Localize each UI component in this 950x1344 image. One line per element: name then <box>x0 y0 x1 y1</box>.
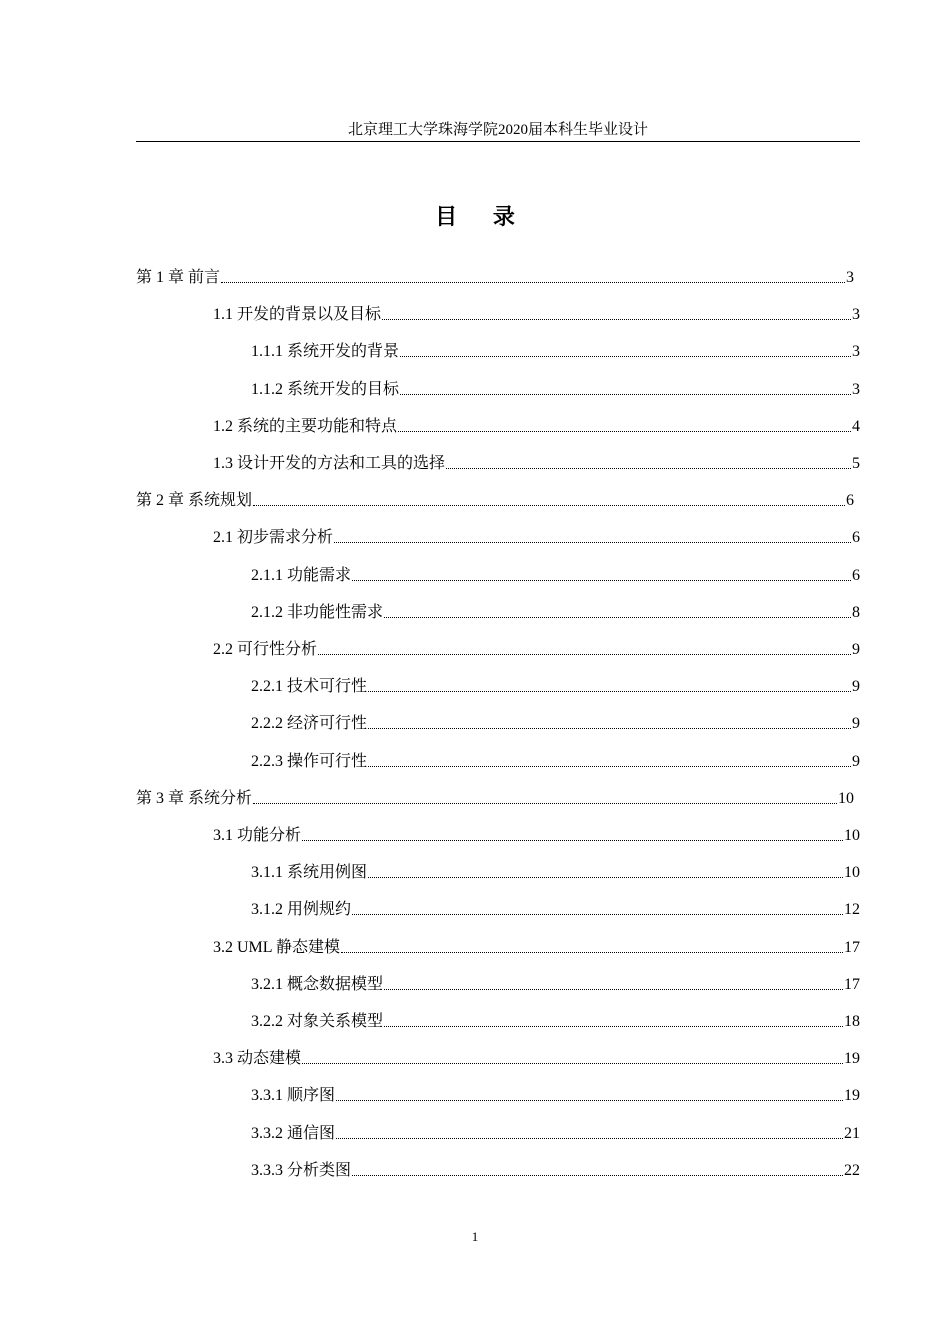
toc-entry-label: 1.3 设计开发的方法和工具的选择 <box>213 455 446 472</box>
toc-entry[interactable] <box>251 1157 860 1181</box>
toc-entry-page: 5 <box>852 455 860 472</box>
toc-entry-label: 3.3.3 分析类图 <box>251 1161 352 1179</box>
toc-entry-label: 1.1 开发的背景以及目标 <box>213 306 382 324</box>
toc-entry[interactable] <box>213 301 860 325</box>
toc-entry-label: 2.1.2 非功能性需求 <box>251 603 384 621</box>
toc-entry-page: 3 <box>852 343 860 361</box>
toc-entry-label: 1.1.2 系统开发的目标 <box>251 380 400 398</box>
toc-entry-page: 19 <box>844 1087 860 1105</box>
toc-entry-label: 2.1 初步需求分析 <box>213 529 334 547</box>
toc-entry[interactable] <box>213 636 860 660</box>
toc-leader-dots <box>352 580 851 581</box>
toc-entry-label: 第 1 章 前言 <box>136 269 221 286</box>
toc-entry-page: 9 <box>852 752 860 770</box>
toc-leader-dots <box>368 766 851 767</box>
toc-entry-page: 6 <box>852 566 860 584</box>
toc-entry-label: 3.3.2 通信图 <box>251 1124 336 1142</box>
toc-entry-label: 1.2 系统的主要功能和特点 <box>213 417 398 435</box>
toc-entry[interactable] <box>213 1045 860 1069</box>
page-number: 1 <box>471 1229 479 1244</box>
toc-entry[interactable] <box>251 896 860 920</box>
toc-leader-dots <box>382 319 851 320</box>
toc-entry-label: 3.2 UML 静态建模 <box>213 938 340 956</box>
toc-leader-dots <box>384 989 843 990</box>
toc-entry-page: 8 <box>852 603 860 621</box>
toc-leader-dots <box>253 505 845 506</box>
toc-entry-label: 2.2.3 操作可行性 <box>251 752 368 770</box>
toc-entry-page: 6 <box>852 529 860 547</box>
toc-entry[interactable] <box>251 562 860 586</box>
toc-entry[interactable] <box>251 1008 860 1032</box>
toc-leader-dots <box>302 840 843 841</box>
toc-entry[interactable] <box>136 487 854 511</box>
toc-entry-page: 6 <box>846 492 854 510</box>
toc-entry-page: 9 <box>852 678 860 696</box>
toc-entry-page: 21 <box>844 1124 860 1142</box>
toc-leader-dots <box>302 1063 843 1064</box>
toc-entry[interactable] <box>213 413 860 437</box>
toc-entry-label: 3.1 功能分析 <box>213 827 302 844</box>
toc-entry-page: 9 <box>852 641 860 658</box>
toc-entry-label: 3.2.2 对象关系模型 <box>251 1013 384 1030</box>
toc-entry-page: 3 <box>846 269 854 286</box>
toc-entry-label: 1.1.1 系统开发的背景 <box>251 343 400 361</box>
toc-leader-dots <box>341 952 843 953</box>
toc-leader-dots <box>221 282 845 283</box>
toc-entry-label: 2.1.1 功能需求 <box>251 566 352 584</box>
toc-leader-dots <box>368 691 851 692</box>
toc-entry[interactable] <box>251 710 860 734</box>
toc-entry[interactable] <box>213 450 860 474</box>
header-rule <box>136 141 860 142</box>
toc-entry[interactable] <box>213 524 860 548</box>
toc-entry-page: 22 <box>844 1161 860 1179</box>
toc-entry[interactable] <box>251 1120 860 1144</box>
toc-leader-dots <box>253 803 837 804</box>
toc-leader-dots <box>368 728 851 729</box>
toc-leader-dots <box>336 1138 843 1139</box>
toc-leader-dots <box>352 914 843 915</box>
toc-entry-label: 3.1.1 系统用例图 <box>251 864 368 882</box>
toc-leader-dots <box>384 1026 843 1027</box>
toc-leader-dots <box>446 468 851 469</box>
toc-leader-dots <box>334 542 851 543</box>
toc-entry-page: 10 <box>844 827 860 844</box>
toc-entry-label: 3.3 动态建模 <box>213 1050 302 1068</box>
toc-entry[interactable] <box>251 673 860 697</box>
toc-leader-dots <box>398 431 851 432</box>
toc-entry-page: 17 <box>844 975 860 993</box>
toc-entry-page: 18 <box>844 1013 860 1030</box>
toc-entry[interactable] <box>213 822 860 846</box>
toc-entry-page: 3 <box>852 380 860 398</box>
toc-entry-label: 第 3 章 系统分析 <box>136 789 253 807</box>
toc-leader-dots <box>400 356 851 357</box>
toc-entry[interactable] <box>251 338 860 362</box>
toc-leader-dots <box>352 1175 843 1176</box>
toc-entry[interactable] <box>251 1082 860 1106</box>
toc-entry[interactable] <box>251 859 860 883</box>
toc-entry-label: 3.2.1 概念数据模型 <box>251 975 384 993</box>
toc-entry[interactable] <box>136 264 854 288</box>
toc-leader-dots <box>384 617 851 618</box>
toc-entry-label: 第 2 章 系统规划 <box>136 492 253 510</box>
toc-entry-label: 2.2 可行性分析 <box>213 641 318 658</box>
toc-entry-page: 12 <box>844 901 860 919</box>
toc-entry[interactable] <box>251 599 860 623</box>
toc-title: 目 录 <box>435 205 529 230</box>
toc-entry-page: 3 <box>852 306 860 324</box>
toc-entry[interactable] <box>251 748 860 772</box>
toc-entry[interactable] <box>251 971 860 995</box>
toc-leader-dots <box>318 654 851 655</box>
toc-entry-page: 17 <box>844 938 860 956</box>
toc-entry-label: 3.3.1 顺序图 <box>251 1087 336 1105</box>
toc-leader-dots <box>336 1100 843 1101</box>
toc-entry-label: 3.1.2 用例规约 <box>251 901 352 919</box>
toc-entry-page: 4 <box>852 417 860 435</box>
toc-entry-page: 10 <box>838 789 854 807</box>
toc-leader-dots <box>368 877 843 878</box>
toc-entry-label: 2.2.1 技术可行性 <box>251 678 368 696</box>
toc-entry[interactable] <box>213 934 860 958</box>
toc-entry-page: 19 <box>844 1050 860 1068</box>
toc-entry[interactable] <box>251 376 860 400</box>
toc-entry[interactable] <box>136 785 854 809</box>
toc-leader-dots <box>400 394 851 395</box>
page-header: 北京理工大学珠海学院2020届本科生毕业设计 <box>347 122 648 138</box>
toc-entry-page: 10 <box>844 864 860 882</box>
toc-entry-page: 9 <box>852 715 860 733</box>
toc-entry-label: 2.2.2 经济可行性 <box>251 715 368 733</box>
